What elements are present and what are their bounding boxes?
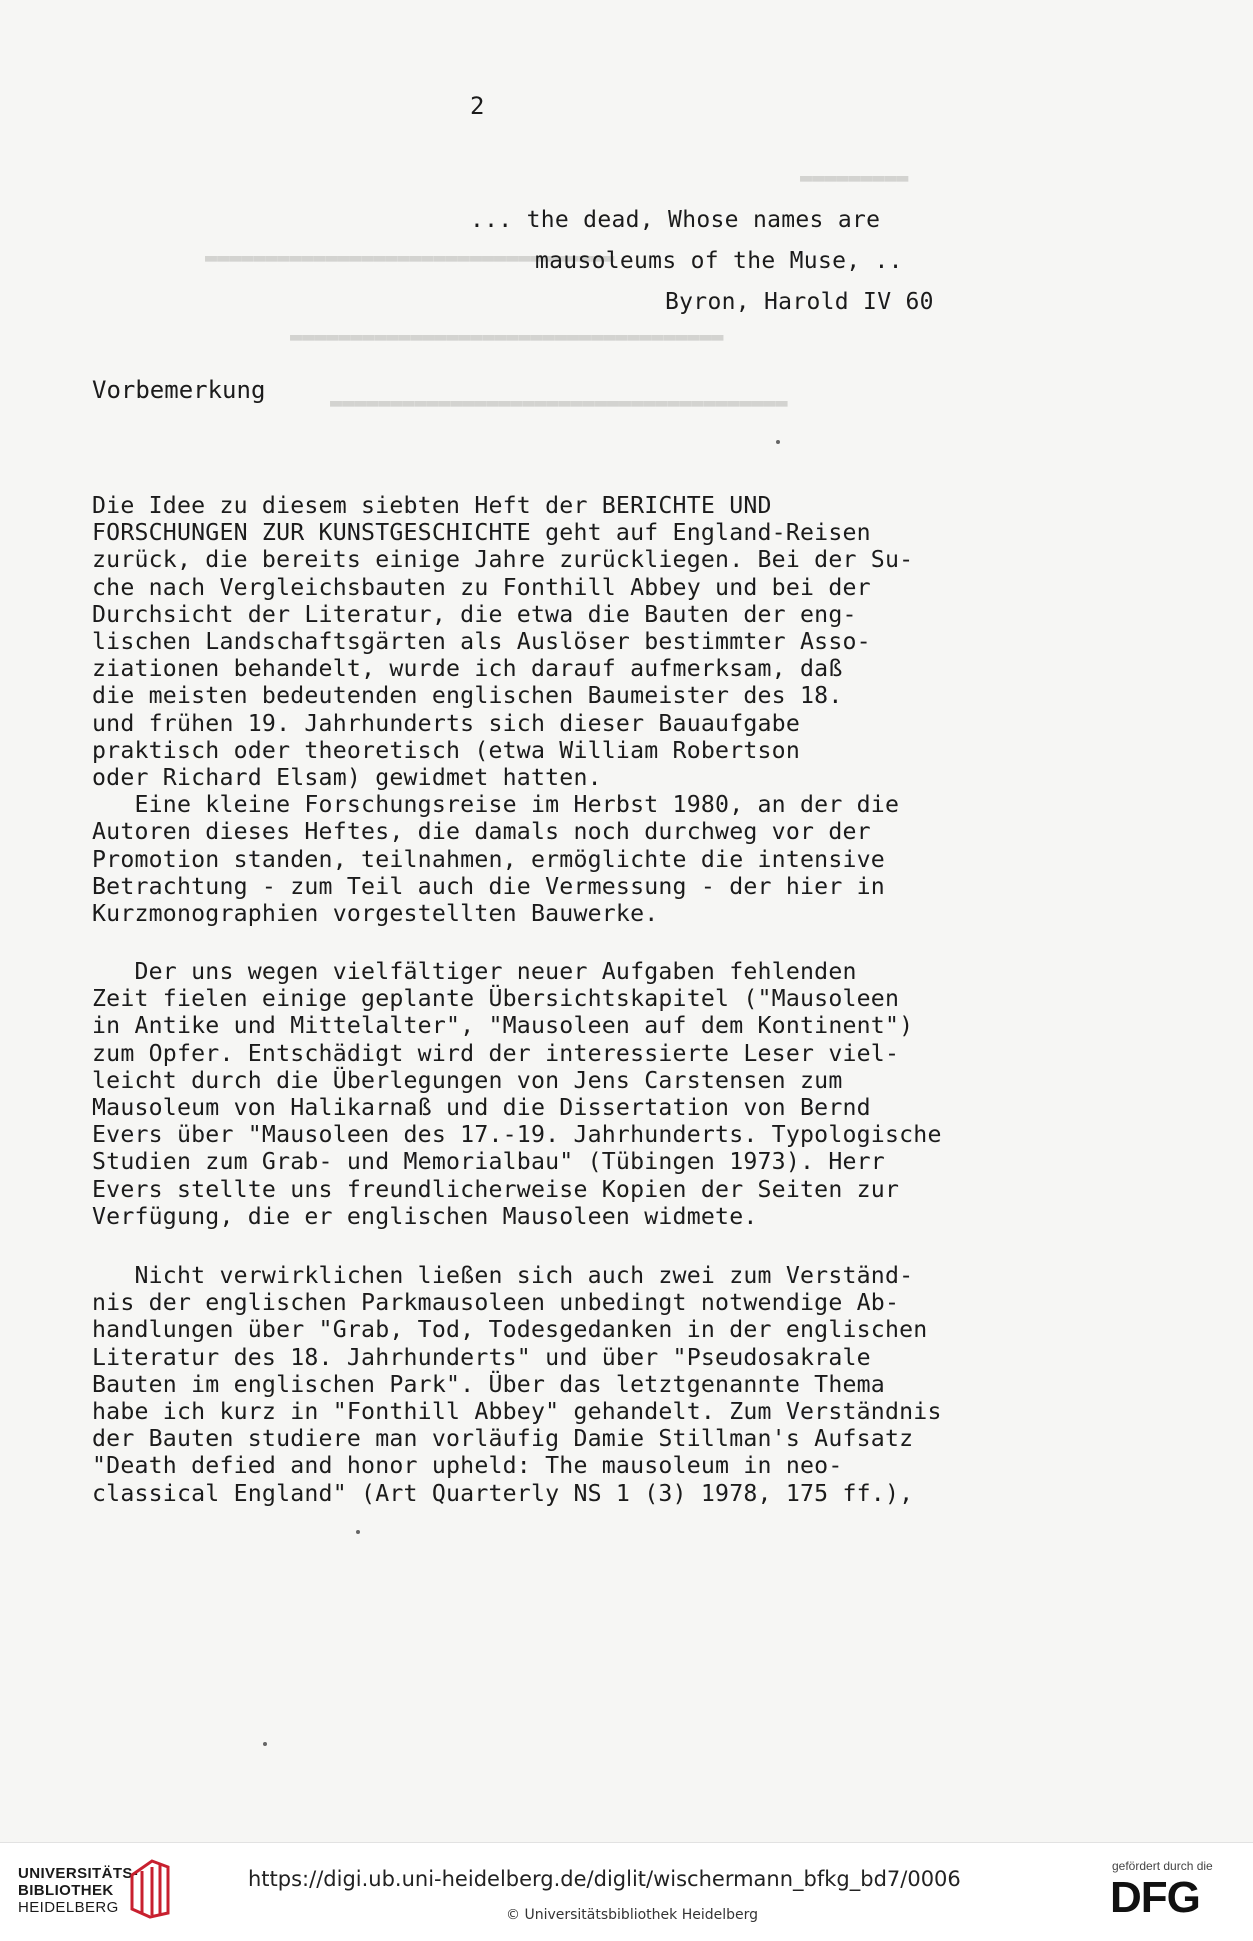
page-number: 2	[470, 92, 485, 120]
text-line: Die Idee zu diesem siebten Heft der BERICHTE UND	[92, 492, 772, 519]
text-line: Autoren dieses Heftes, die damals noch durchweg vor der	[92, 818, 871, 846]
permalink-url[interactable]: https://digi.ub.uni-heidelberg.de/diglit/wischermann_bfkg_bd7/0006	[248, 1867, 961, 1891]
epigraph-line-2: mausoleums of the Muse, ..	[535, 248, 903, 274]
bleed-through-shadow: ▬▬▬▬▬▬▬▬▬	[800, 165, 909, 189]
speck	[776, 440, 780, 444]
text-line: handlungen über "Grab, Tod, Todesgedanken in der englischen	[92, 1316, 928, 1344]
text-line: der Bauten studiere man vorläufig Damie Stillman's Aufsatz	[92, 1425, 914, 1453]
text-line: die meisten bedeutenden englischen Baumeister des 18.	[92, 682, 843, 710]
speck	[356, 1530, 360, 1534]
speck	[263, 1742, 267, 1746]
text-line: lischen Landschaftsgärten als Auslöser bestimmter Asso-	[92, 628, 871, 656]
text-line: und frühen 19. Jahrhunderts sich dieser Bauaufgabe	[92, 709, 801, 737]
text-line: zum Opfer. Entschädigt wird der interessierte Leser viel-	[92, 1039, 900, 1067]
text-line: Literatur des 18. Jahrhunderts" und über "Pseudosakrale	[92, 1343, 871, 1371]
text-line: Betrachtung - zum Teil auch die Vermessung - der hier in	[92, 872, 885, 900]
text-line: Verfügung, die er englischen Mausoleen widmete.	[92, 1202, 758, 1230]
text-line: che nach Vergleichsbauten zu Fonthill Abbey und bei der	[92, 573, 871, 601]
text-line: habe ich kurz in "Fonthill Abbey" gehandelt. Zum Verständnis	[92, 1398, 942, 1426]
text-line: zurück, die bereits einige Jahre zurückliegen. Bei der Su-	[92, 546, 914, 574]
footer-bar	[0, 1842, 1253, 1941]
text-line: Evers über "Mausoleen des 17.-19. Jahrhunderts. Typologische	[92, 1121, 942, 1149]
text-line: classical England" (Art Quarterly NS 1 (3) 1978, 175 ff.),	[92, 1479, 914, 1507]
bleed-through-shadow: ▬▬▬▬▬▬▬▬▬▬▬▬▬▬▬▬▬▬▬▬▬▬▬▬▬▬▬▬▬▬▬▬▬▬	[205, 245, 615, 269]
text-line: Eine kleine Forschungsreise im Herbst 1980, an der die	[92, 791, 900, 819]
epigraph-line-1: ... the dead, Whose names are	[470, 207, 881, 233]
section-heading: Vorbemerkung	[92, 376, 266, 404]
bleed-through-shadow: ▬▬▬▬▬▬▬▬▬▬▬▬▬▬▬▬▬▬▬▬▬▬▬▬▬▬▬▬▬▬▬▬▬▬▬▬▬▬	[330, 390, 788, 414]
text-line: Studien zum Grab- und Memorialbau" (Tübingen 1973). Herr	[92, 1148, 885, 1176]
text-line: praktisch oder theoretisch (etwa William Robertson	[92, 736, 801, 764]
paragraph-2	[92, 958, 1082, 1230]
text-line: Mausoleum von Halikarnaß und die Dissertation von Bernd	[92, 1094, 871, 1122]
logo-text-line-2: BIBLIOTHEK	[18, 1882, 114, 1899]
text-line: ziationen behandelt, wurde ich darauf aufmerksam, daß	[92, 655, 843, 683]
bleed-through-shadow: ▬▬▬▬▬▬▬▬▬▬▬▬▬▬▬▬▬▬▬▬▬▬▬▬▬▬▬▬▬▬▬▬▬▬▬▬	[290, 324, 724, 348]
library-emblem-icon	[128, 1857, 172, 1919]
text-line: nis der englischen Parkmausoleen unbedingt notwendige Ab-	[92, 1289, 900, 1317]
text-line: Nicht verwirklichen ließen sich auch zwei zum Verständ-	[92, 1262, 914, 1289]
dfg-logo[interactable]: DFG	[1110, 1873, 1200, 1922]
text-line: Kurzmonographien vorgestellten Bauwerke.	[92, 900, 659, 928]
funder-caption: gefördert durch die	[1112, 1859, 1213, 1873]
text-line: Durchsicht der Literatur, die etwa die Bauten der eng-	[92, 600, 857, 628]
text-line: "Death defied and honor upheld: The mausoleum in neo-	[92, 1452, 843, 1480]
epigraph-line-3: Byron, Harold IV 60	[665, 289, 934, 315]
paragraph-3	[92, 1262, 1082, 1507]
text-line: Evers stellte uns freundlicherweise Kopien der Seiten zur	[92, 1175, 900, 1203]
logo-text-line-3: HEIDELBERG	[18, 1899, 119, 1916]
text-line: Bauten im englischen Park". Über das letztgenannte Thema	[92, 1370, 885, 1398]
text-line: Promotion standen, teilnahmen, ermöglichte die intensive	[92, 845, 885, 873]
text-line: Zeit fielen einige geplante Übersichtskapitel ("Mausoleen	[92, 985, 900, 1013]
copyright-notice: © Universitätsbibliothek Heidelberg	[506, 1907, 759, 1923]
text-line: FORSCHUNGEN ZUR KUNSTGESCHICHTE geht auf England-Reisen	[92, 519, 871, 547]
text-line: Der uns wegen vielfältiger neuer Aufgaben fehlenden	[92, 958, 857, 985]
university-library-logo[interactable]	[18, 1865, 138, 1916]
text-line: leicht durch die Überlegungen von Jens Carstensen zum	[92, 1066, 843, 1094]
logo-text-line-1: UNIVERSITÄTS-	[18, 1865, 139, 1882]
paragraph-1	[92, 492, 1082, 927]
text-line: oder Richard Elsam) gewidmet hatten.	[92, 764, 602, 792]
text-line: in Antike und Mittelalter", "Mausoleen auf dem Kontinent")	[92, 1012, 914, 1040]
